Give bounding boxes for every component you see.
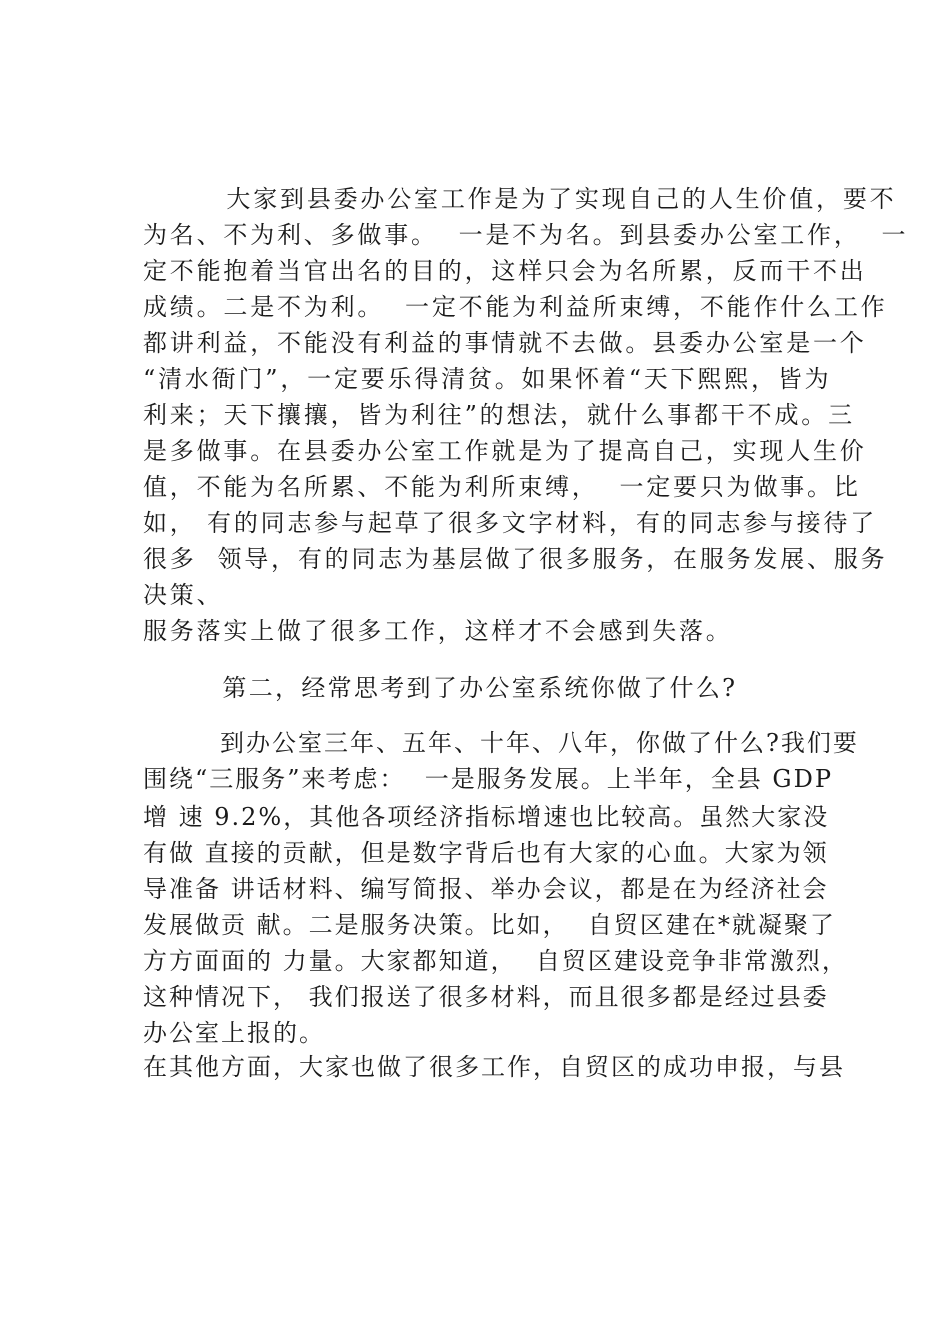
section-heading: 第二，经常思考到了办公室系统你做了什么? xyxy=(143,674,738,702)
paragraph-line: 大家到县委办公室工作是为了实现自己的人生价值，要不 xyxy=(143,185,897,213)
paragraph-line: 值，不能为名所累、不能为利所束缚， 一定要只为做事。比 xyxy=(143,473,861,501)
paragraph-line: 是多做事。在县委办公室工作就是为了提高自己，实现人生价 xyxy=(143,437,867,465)
paragraph-line: 定不能抱着当官出名的目的，这样只会为名所累，反而干不出 xyxy=(143,257,867,285)
paragraph-line: 决策、 xyxy=(143,581,224,609)
paragraph-line: 有做 直接的贡献，但是数字背后也有大家的心血。大家为领 xyxy=(143,839,829,867)
paragraph-line: 都讲利益，不能没有利益的事情就不去做。县委办公室是一个 xyxy=(143,329,867,357)
paragraph-line: 方方面面的 力量。大家都知道， 自贸区建设竞争非常激烈， xyxy=(143,947,848,975)
paragraph-line: 增 速 9.2%，其他各项经济指标增速也比较高。虽然大家没 xyxy=(143,803,830,831)
paragraph-line: 到办公室三年、五年、十年、八年，你做了什么?我们要 xyxy=(143,729,859,757)
paragraph-line: 利来；天下攘攘，皆为利往”的想法，就什么事都干不成。三 xyxy=(143,401,855,429)
paragraph-line: 在其他方面，大家也做了很多工作，自贸区的成功申报，与县 xyxy=(143,1053,845,1081)
paragraph-line: 成绩。二是不为利。 一定不能为利益所束缚，不能作什么工作 xyxy=(143,293,888,321)
paragraph-line: 导准备 讲话材料、编写简报、举办会议，都是在为经济社会 xyxy=(143,875,829,903)
paragraph-line: 办公室上报的。 xyxy=(143,1019,325,1047)
paragraph-line: 很多 领导，有的同志为基层做了很多服务，在服务发展、服务 xyxy=(143,545,888,573)
paragraph-line: “清水衙门”，一定要乐得清贫。如果怀着“天下熙熙，皆为 xyxy=(143,365,832,393)
paragraph-line: 为名、不为利、多做事。 一是不为名。到县委办公室工作， 一 xyxy=(143,221,909,249)
paragraph-line: 服务落实上做了很多工作，这样才不会感到失落。 xyxy=(143,617,733,645)
paragraph-line: 如， 有的同志参与起草了很多文字材料，有的同志参与接待了 xyxy=(143,509,878,537)
paragraph-line: 这种情况下， 我们报送了很多材料，而且很多都是经过县委 xyxy=(143,983,829,1011)
paragraph-line: 围绕“三服务”来考虑： 一是服务发展。上半年，全县 GDP xyxy=(143,765,833,793)
paragraph-line: 发展做贡 献。二是服务决策。比如， 自贸区建在*就凝聚了 xyxy=(143,911,836,939)
